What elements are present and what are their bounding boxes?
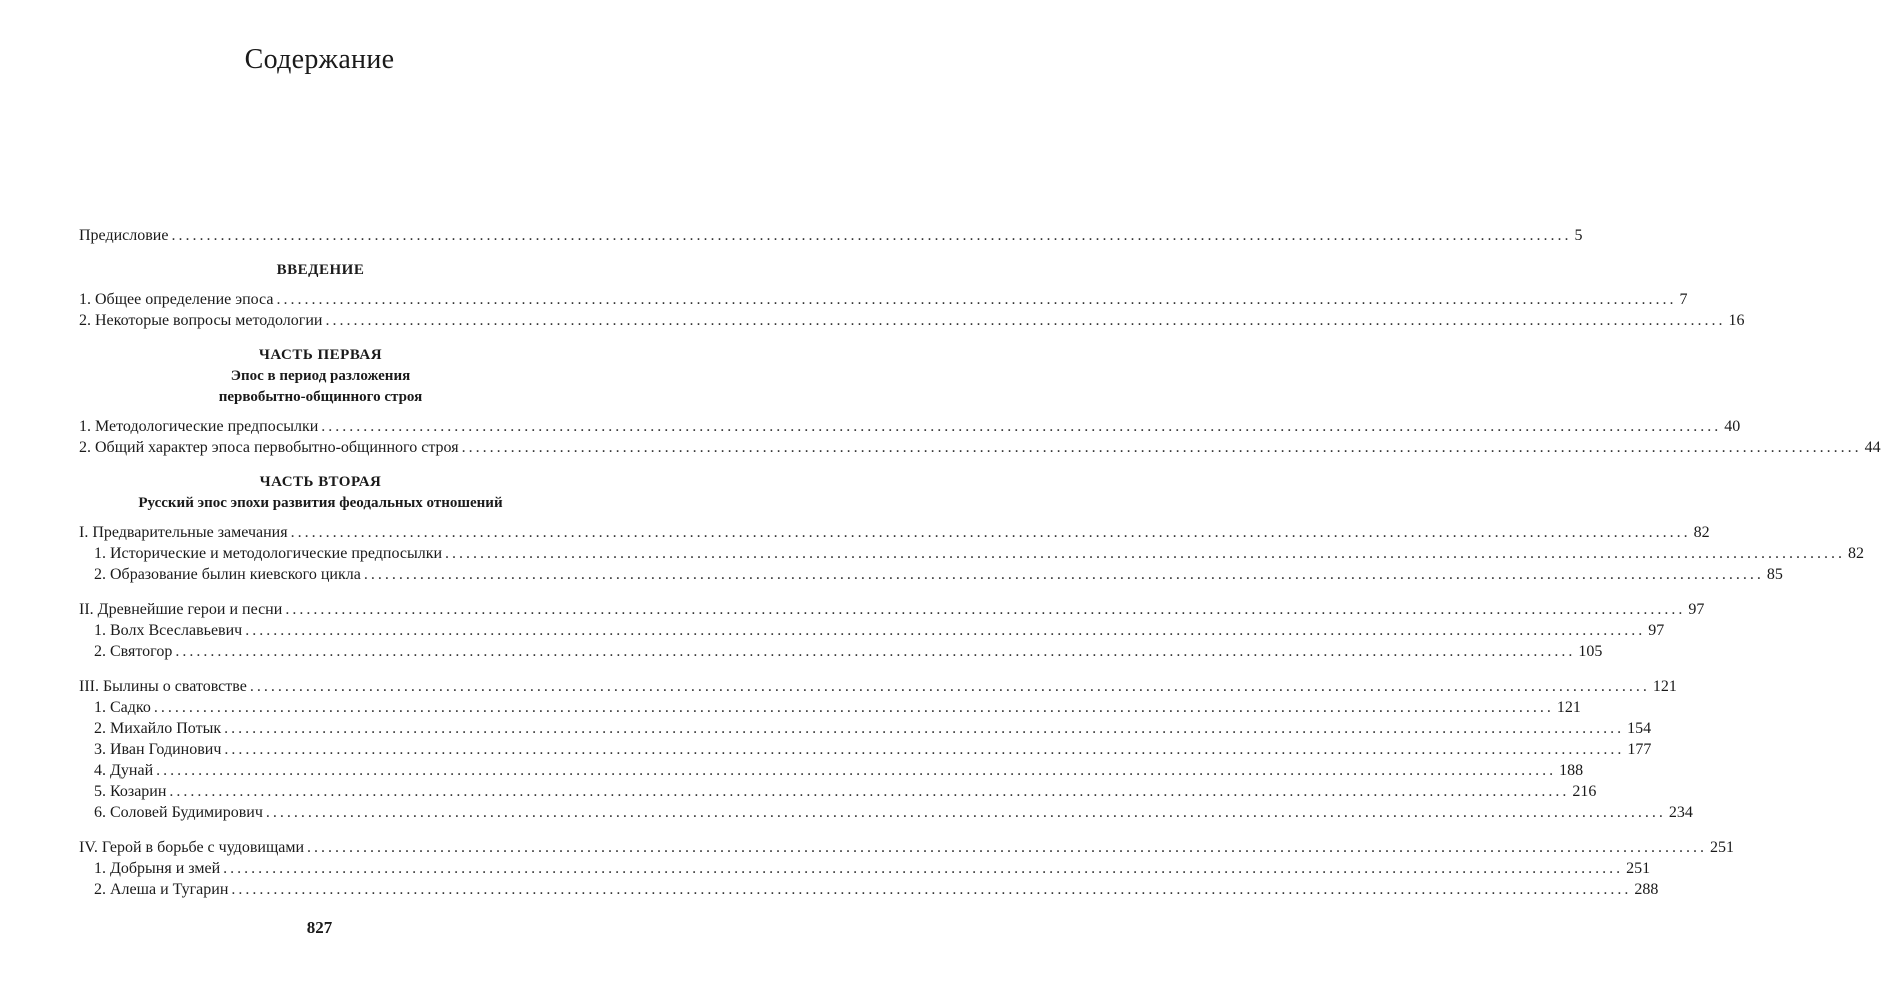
- toc-entry-page: 216: [1572, 783, 1597, 800]
- dot-leader: ........................................................................................................................................................................................................: [285, 601, 1686, 618]
- dot-leader: ........................................................................................................................................................................................................: [363, 566, 1764, 583]
- dot-leader: ........................................................................................................................................................................................................: [224, 741, 1625, 758]
- section-heading-title: ВВЕДЕНИЕ: [276, 262, 365, 278]
- dot-leader: ........................................................................................................................................................................................................: [245, 622, 1646, 639]
- toc-entry-page: 251: [1626, 860, 1651, 877]
- toc-entry-label: IV. Герой в борьбе с чудовищами: [79, 839, 305, 856]
- toc-entry-page: 82: [1693, 524, 1710, 541]
- dot-leader: ........................................................................................................................................................................................................: [325, 312, 1726, 329]
- dot-leader: ........................................................................................................................................................................................................: [153, 699, 1554, 716]
- toc-entry-label: 2. Алеша и Тугарин: [94, 881, 229, 898]
- toc-entry-page: 97: [1648, 622, 1665, 639]
- toc-entry-label: 2. Михайло Потык: [94, 720, 222, 737]
- dot-leader: ........................................................................................................................................................................................................: [276, 291, 1677, 308]
- section-heading: [79, 345, 562, 416]
- toc-entry: [79, 599, 1705, 620]
- toc-entry: [79, 837, 1735, 858]
- dot-leader: ........................................................................................................................................................................................................: [321, 418, 1722, 435]
- toc-entry-page: 44: [1864, 439, 1881, 456]
- toc-entry-label: 5. Козарин: [94, 783, 167, 800]
- toc-entry-label: 6. Соловей Будимирович: [94, 804, 263, 821]
- dot-leader: ........................................................................................................................................................................................................: [445, 545, 1846, 562]
- toc-entry: [79, 858, 1651, 879]
- toc-entry-label: 1. Волх Всеславьевич: [94, 622, 243, 639]
- section-heading: [79, 472, 562, 522]
- section-heading-subtitle: Эпос в период разложения: [230, 368, 411, 384]
- dot-leader: ........................................................................................................................................................................................................: [171, 227, 1572, 244]
- toc-entry-label: 4. Дунай: [94, 762, 154, 779]
- toc-entry-page: 121: [1652, 678, 1677, 695]
- section-gap: [79, 662, 562, 676]
- toc-entry: [79, 676, 1677, 697]
- toc-entry: [79, 437, 1881, 458]
- toc-entry-page: 5: [1574, 227, 1583, 244]
- section-heading-title: ЧАСТЬ ПЕРВАЯ: [258, 347, 383, 363]
- toc-entry: [79, 310, 1745, 331]
- toc-entry-page: 234: [1668, 804, 1693, 821]
- dot-leader: ........................................................................................................................................................................................................: [265, 804, 1666, 821]
- toc-entry-page: 121: [1556, 699, 1581, 716]
- dot-leader: ........................................................................................................................................................................................................: [156, 762, 1557, 779]
- dot-leader: ........................................................................................................................................................................................................: [307, 839, 1708, 856]
- toc-entry: [79, 802, 1693, 823]
- section-heading-title: ЧАСТЬ ВТОРАЯ: [259, 474, 382, 490]
- toc-entry-page: 16: [1728, 312, 1745, 329]
- dot-leader: ........................................................................................................................................................................................................: [223, 860, 1624, 877]
- toc-entry-label: 1. Общее определение эпоса: [79, 291, 274, 308]
- toc-entry: [79, 289, 1688, 310]
- toc-entry-label: 1. Методологические предпосылки: [79, 418, 319, 435]
- toc-entry-page: 85: [1766, 566, 1783, 583]
- section-heading-subtitle: первобытно-общинного строя: [218, 389, 423, 405]
- toc-entry-page: 154: [1627, 720, 1652, 737]
- section-heading-subtitle: Русский эпос эпохи развития феодальных отношений: [138, 495, 503, 511]
- toc-entry-label: I. Предварительные замечания: [79, 524, 288, 541]
- toc-entry: [79, 564, 1783, 585]
- toc-entry-label: III. Былины о сватовстве: [79, 678, 247, 695]
- table-of-contents: [79, 225, 1881, 900]
- toc-entry-label: 2. Общий характер эпоса первобытно-общинного строя: [79, 439, 459, 456]
- toc-entry-page: 82: [1848, 545, 1865, 562]
- page-number: 827: [306, 918, 333, 937]
- toc-entry-label: 1. Исторические и методологические предпосылки: [94, 545, 443, 562]
- toc-entry: [79, 718, 1652, 739]
- toc-entry-page: 177: [1627, 741, 1652, 758]
- toc-entry-page: 288: [1634, 881, 1659, 898]
- toc-entry: [79, 620, 1665, 641]
- toc-entry-page: 97: [1688, 601, 1705, 618]
- dot-leader: ........................................................................................................................................................................................................: [231, 881, 1632, 898]
- toc-entry-label: 2. Некоторые вопросы методологии: [79, 312, 323, 329]
- section-heading: [79, 260, 562, 289]
- toc-entry-label: 2. Святогор: [94, 643, 173, 660]
- dot-leader: ........................................................................................................................................................................................................: [290, 524, 1691, 541]
- toc-entry: [79, 879, 1659, 900]
- toc-entry: [79, 760, 1584, 781]
- toc-entry: [79, 543, 1865, 564]
- toc-entry-label: Предисловие: [79, 227, 169, 244]
- toc-entry: [79, 697, 1581, 718]
- toc-entry-label: 3. Иван Годинович: [94, 741, 222, 758]
- toc-entry: [79, 781, 1597, 802]
- toc-entry-page: 40: [1724, 418, 1741, 435]
- toc-entry-label: 1. Садко: [94, 699, 151, 716]
- section-gap: [79, 585, 562, 599]
- toc-entry: [79, 641, 1603, 662]
- toc-entry: [79, 522, 1710, 543]
- toc-entry-label: 1. Добрыня и змей: [94, 860, 221, 877]
- dot-leader: ........................................................................................................................................................................................................: [169, 783, 1570, 800]
- dot-leader: ........................................................................................................................................................................................................: [249, 678, 1650, 695]
- toc-entry-page: 105: [1578, 643, 1603, 660]
- toc-entry: [79, 225, 1583, 246]
- toc-entry-page: 7: [1679, 291, 1688, 308]
- section-gap: [79, 823, 562, 837]
- toc-entry-label: 2. Образование былин киевского цикла: [94, 566, 361, 583]
- dot-leader: ........................................................................................................................................................................................................: [175, 643, 1576, 660]
- dot-leader: ........................................................................................................................................................................................................: [461, 439, 1862, 456]
- toc-entry: [79, 416, 1741, 437]
- toc-entry-page: 188: [1559, 762, 1584, 779]
- page-title: Содержание: [244, 44, 395, 75]
- dot-leader: ........................................................................................................................................................................................................: [224, 720, 1625, 737]
- toc-entry-label: II. Древнейшие герои и песни: [79, 601, 283, 618]
- toc-entry: [79, 739, 1652, 760]
- toc-entry-page: 251: [1710, 839, 1735, 856]
